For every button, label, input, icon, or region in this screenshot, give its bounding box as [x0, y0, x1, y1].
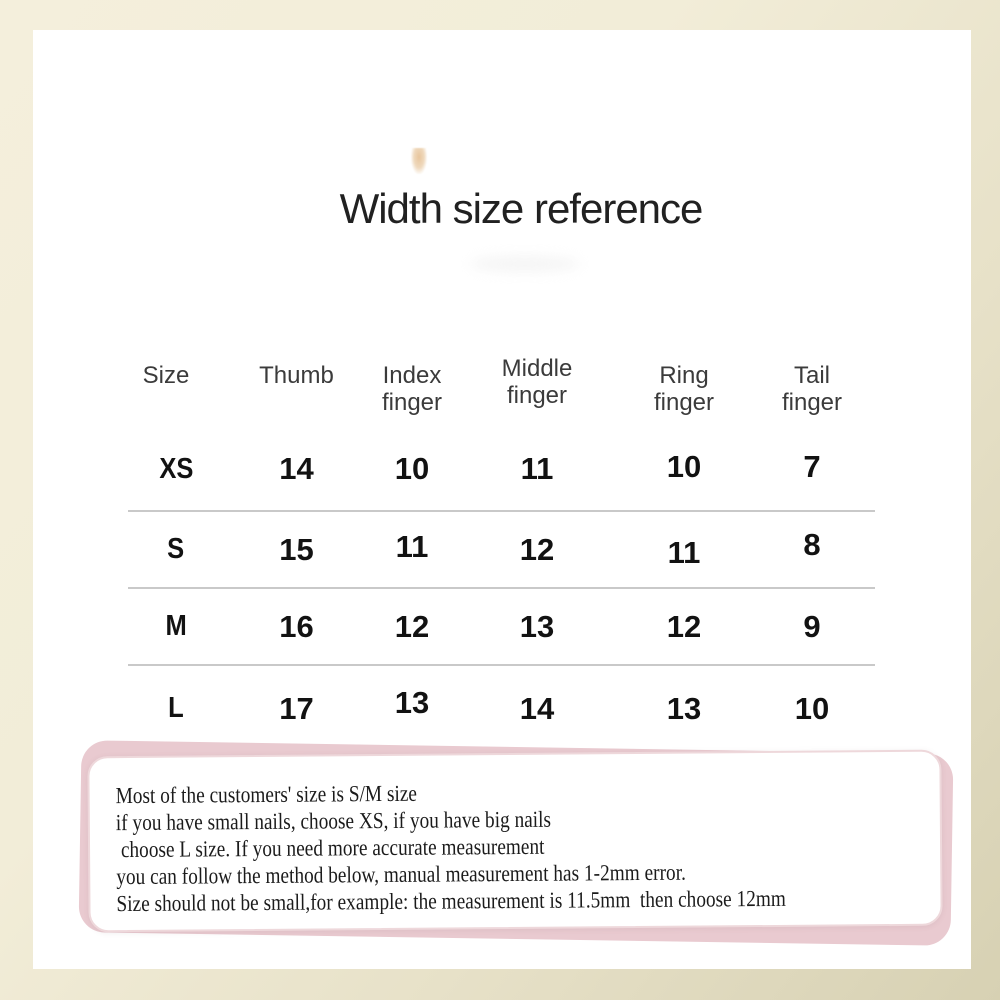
value-index: 13: [394, 684, 430, 720]
value-thumb: 17: [279, 690, 314, 726]
value-ring: 13: [666, 690, 702, 726]
table-row-s: [128, 510, 875, 587]
value-index: 12: [394, 608, 430, 644]
value-tail: 8: [803, 526, 821, 562]
page-title: Width size reference: [339, 185, 703, 232]
value-ring: 11: [667, 534, 701, 570]
value-thumb: 16: [279, 608, 314, 644]
value-index: 11: [395, 528, 429, 564]
note-line-2: if you have small nails, choose XS, if you have big nails: [115, 806, 552, 836]
header-size: Size: [142, 362, 190, 389]
header-ring-finger: Ring finger: [653, 362, 715, 416]
value-middle: 13: [519, 608, 555, 644]
value-middle: 12: [519, 531, 555, 567]
value-ring: 10: [666, 449, 702, 484]
note-line-1: Most of the customers' size is S/M size: [115, 780, 418, 809]
size-label: M: [165, 610, 187, 642]
table-row-m: [128, 587, 875, 664]
scan-speck-decoration: [411, 148, 427, 174]
header-middle-finger: Middle finger: [501, 355, 573, 409]
value-thumb: 14: [279, 451, 314, 486]
header-index-finger: Index finger: [381, 362, 443, 416]
value-index: 10: [394, 451, 430, 486]
note-line-4: you can follow the method below, manual measurement has 1-2mm error.: [116, 859, 686, 890]
table-row-l: [128, 664, 875, 751]
content-paper: [33, 30, 971, 969]
value-tail: 9: [803, 608, 821, 644]
header-thumb: Thumb: [259, 362, 334, 389]
value-thumb: 15: [279, 531, 314, 567]
size-label: S: [167, 533, 185, 565]
note-line-5: Size should not be small,for example: the measurement is 11.5mm then choose 12mm: [116, 885, 787, 917]
note-text: [116, 776, 923, 917]
size-reference-table: [128, 355, 875, 751]
value-middle: 11: [520, 451, 554, 486]
value-middle: 14: [519, 690, 555, 726]
scan-smudge-decoration: [470, 256, 580, 272]
table-row-xs: [128, 428, 875, 510]
value-tail: 10: [794, 690, 830, 726]
note-box: [87, 750, 942, 933]
size-label: L: [168, 692, 184, 724]
value-ring: 12: [666, 608, 702, 644]
value-tail: 7: [803, 449, 821, 484]
header-tail-finger: Tail finger: [781, 362, 843, 416]
size-label: XS: [158, 452, 194, 485]
table-header-row: [128, 355, 875, 428]
note-line-3: choose L size. If you need more accurate measurement: [115, 833, 545, 863]
